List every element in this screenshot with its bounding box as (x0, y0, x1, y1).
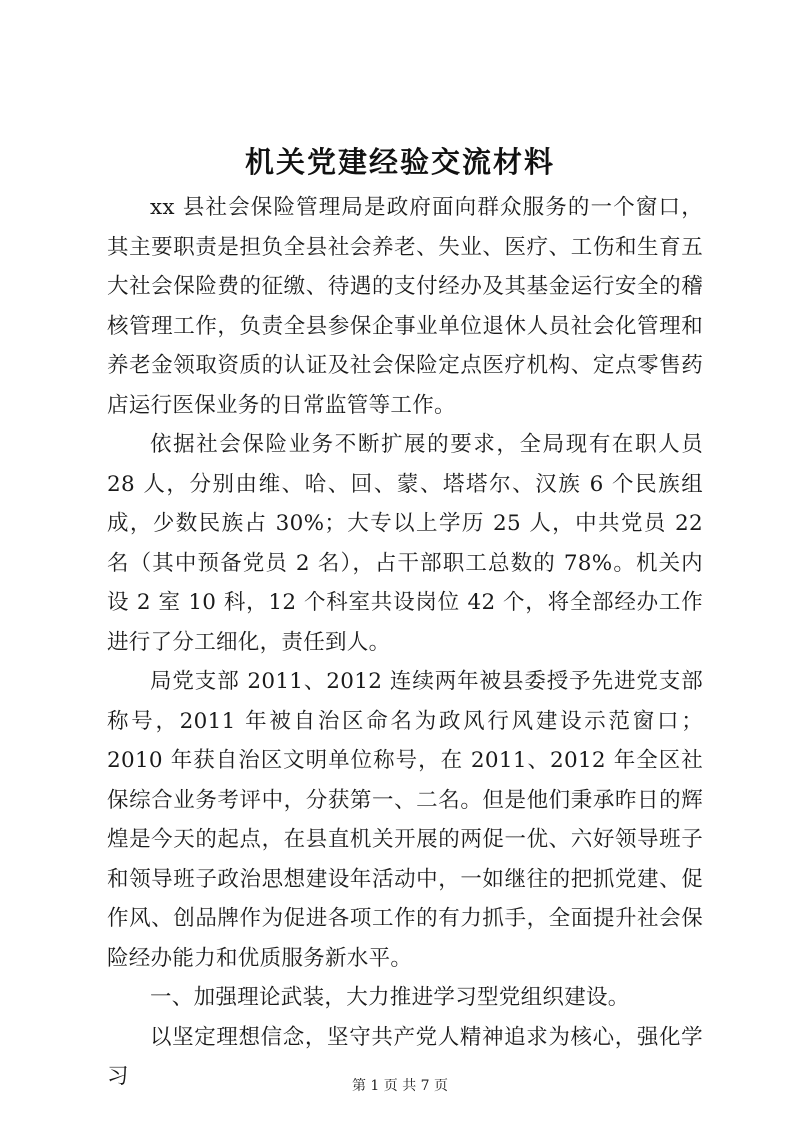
document-title: 机关党建经验交流材料 (244, 145, 555, 179)
paragraph-section-1: 以坚定理想信念，坚守共产党人精神追求为核心，强化学习 (107, 1024, 703, 1089)
page-number-footer: 第 1 页 共 7 页 (351, 1078, 449, 1094)
paragraph-intro: xx 县社会保险管理局是政府面向群众服务的一个窗口，其主要职责是担负全县社会养老、失业、医疗、工伤和生育五大社会保险费的征缴、待遇的支付经办及其基金运行安全的稽核管理工作，负责全县参保企事业单位退休人员社会化管理和养老金领取资质的认证及社会保险定点医疗机构、定点零售药店运行医保业务的日常监管等工作。 (107, 195, 703, 418)
section-heading: 一、加强理论武装，大力推进学习型党组织建设。 (150, 985, 630, 1010)
paragraph-staffing: 依据社会保险业务不断扩展的要求，全局现有在职人员 28 人，分别由维、哈、回、蒙、塔塔尔、汉族 6 个民族组成，少数民族占 30%；大专以上学历 25 人，中共党员 22 名（其中预备党员 2 名），占干部职工总数的 78%。机关内设 2 室 10 科，12 个科室共设岗位 42 个，将全部经办工作进行了分工细化，责任到人。 (107, 432, 703, 655)
document-body (107, 188, 703, 1097)
paragraph-honors: 局党支部 2011、2012 连续两年被县委授予先进党支部称号，2011 年被自治区命名为政风行风建设示范窗口；2010 年获自治区文明单位称号，在 2011、2012 年全区社保综合业务考评中，分获第一、二名。但是他们秉承昨日的辉煌是今天的起点，在县直机关开展的两促一优、六好领导班子和领导班子政治思想建设年活动中，一如继往的把抓党建、促作风、创品牌作为促进各项工作的有力抓手，全面提升社会保险经办能力和优质服务新水平。 (107, 669, 703, 971)
